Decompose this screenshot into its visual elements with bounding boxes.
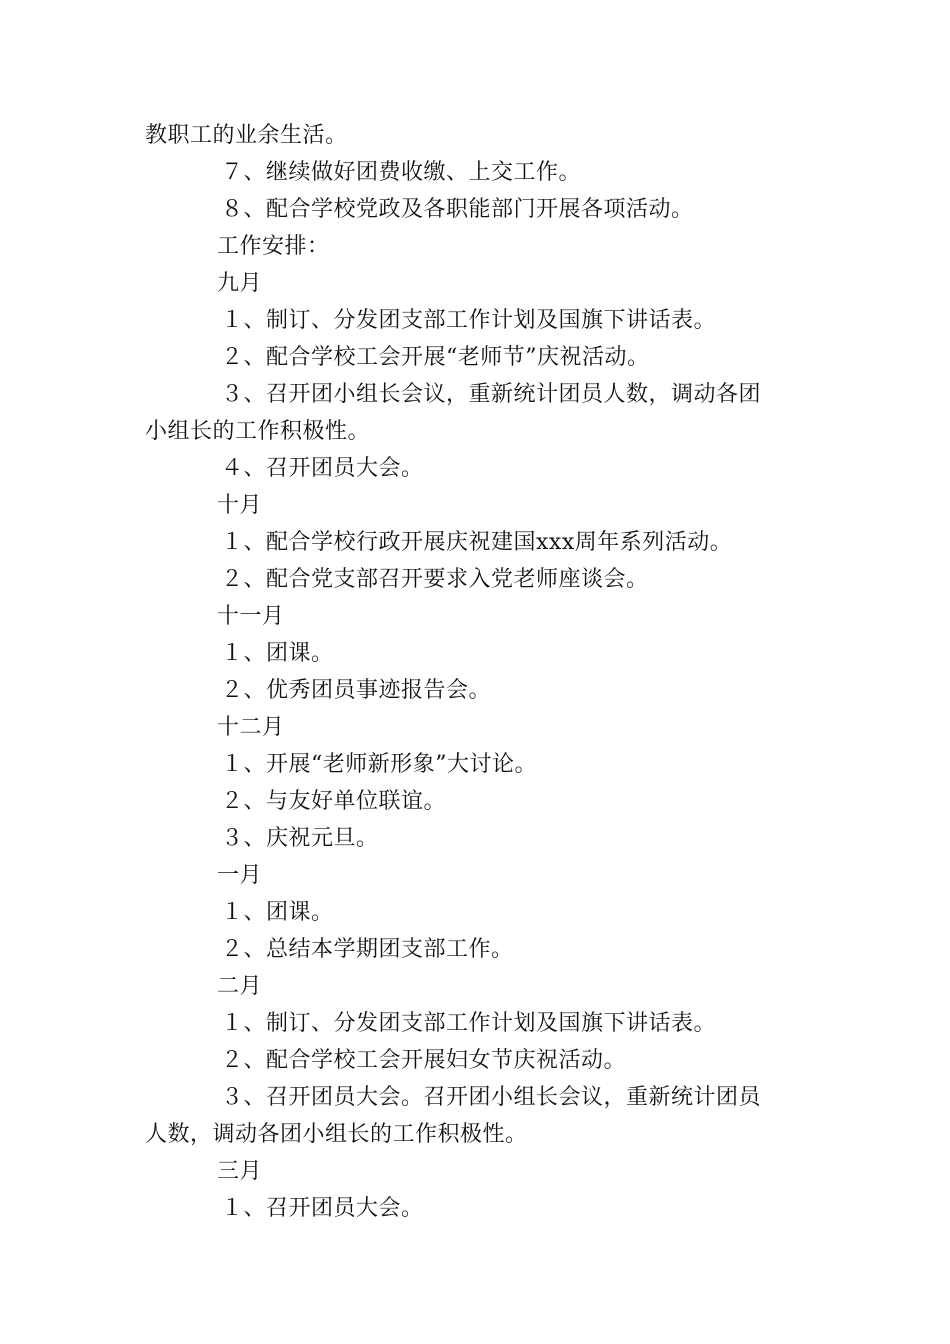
list-item: ２、配合党支部召开要求入党老师座谈会。 bbox=[221, 567, 649, 592]
month-heading: 九月 bbox=[217, 271, 263, 296]
list-item: １、制订、分发团支部工作计划及国旗下讲话表。 bbox=[221, 308, 717, 333]
month-heading: 三月 bbox=[217, 1159, 263, 1184]
month-heading: 一月 bbox=[217, 863, 263, 888]
list-item: ２、总结本学期团支部工作。 bbox=[221, 937, 514, 962]
list-item: ２、配合学校工会开展妇女节庆祝活动。 bbox=[221, 1048, 627, 1073]
list-item: ３、召开团小组长会议，重新统计团员人数，调动各团 bbox=[221, 382, 762, 407]
list-item: １、制订、分发团支部工作计划及国旗下讲话表。 bbox=[221, 1011, 717, 1036]
text-line: 小组长的工作积极性。 bbox=[145, 419, 371, 444]
list-item: １、团课。 bbox=[221, 900, 334, 925]
document-body bbox=[145, 117, 795, 1227]
list-item: ７、继续做好团费收缴、上交工作。 bbox=[221, 160, 582, 185]
list-item: １、配合学校行政开展庆祝建国xxx周年系列活动。 bbox=[221, 530, 733, 555]
list-item: １、召开团员大会。 bbox=[221, 1196, 424, 1221]
list-item: ３、召开团员大会。召开团小组长会议，重新统计团员 bbox=[221, 1085, 762, 1110]
month-heading: 十月 bbox=[217, 493, 263, 518]
section-heading: 工作安排： bbox=[217, 234, 330, 259]
list-item: ４、召开团员大会。 bbox=[221, 456, 424, 481]
list-item: ３、庆祝元旦。 bbox=[221, 826, 379, 851]
list-item: １、开展“老师新形象”大讨论。 bbox=[221, 752, 537, 777]
list-item: ２、优秀团员事迹报告会。 bbox=[221, 678, 492, 703]
month-heading: 二月 bbox=[217, 974, 263, 999]
text-line: 人数，调动各团小组长的工作积极性。 bbox=[145, 1122, 528, 1147]
list-item: １、团课。 bbox=[221, 641, 334, 666]
list-item: ８、配合学校党政及各职能部门开展各项活动。 bbox=[221, 197, 694, 222]
list-item: ２、与友好单位联谊。 bbox=[221, 789, 447, 814]
month-heading: 十二月 bbox=[217, 715, 285, 740]
text-line: 教职工的业余生活。 bbox=[145, 123, 348, 148]
month-heading: 十一月 bbox=[217, 604, 285, 629]
list-item: ２、配合学校工会开展“老师节”庆祝活动。 bbox=[221, 345, 650, 370]
